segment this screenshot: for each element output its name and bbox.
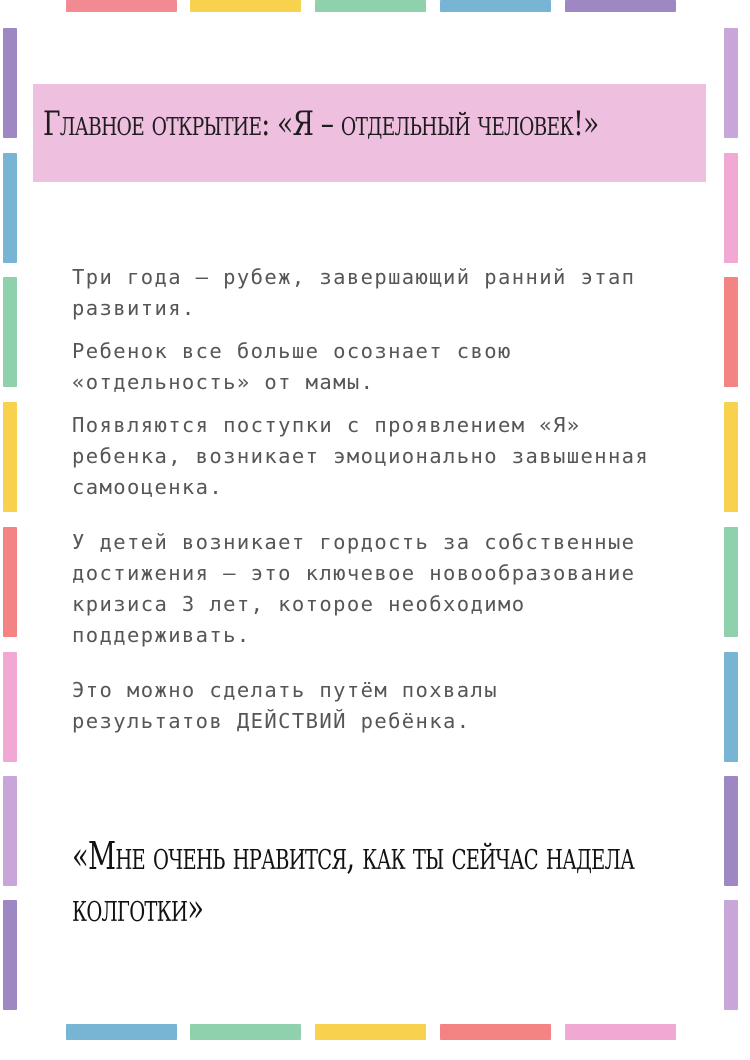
frame-bar-left [3, 277, 17, 387]
frame-bar-right [724, 652, 738, 762]
paragraph-5: Это можно сделать путём похвалы результатов ДЕЙСТВИЙ ребёнка. [72, 678, 499, 733]
frame-bar-right [724, 277, 738, 387]
paragraph-3: Появляются поступки с проявлением «Я» ребенка, возникает эмоционально завышенная самооценка. [72, 413, 650, 499]
frame-bar-bottom [66, 1024, 177, 1040]
frame-bar-top [66, 0, 177, 12]
frame-bar-top [190, 0, 301, 12]
frame-bar-right [724, 402, 738, 512]
frame-bar-right [724, 527, 738, 637]
paragraph-1: Три года – рубеж, завершающий ранний этап развития. [72, 265, 636, 320]
frame-bar-top [440, 0, 551, 12]
frame-bar-left [3, 153, 17, 263]
paragraph-2: Ребенок все больше осознает свою «отдельность» от мамы. [72, 339, 512, 394]
frame-bar-right [724, 28, 738, 138]
frame-bar-top [315, 0, 426, 12]
frame-bar-right [724, 776, 738, 886]
frame-bar-left [3, 527, 17, 637]
paragraph-4: У детей возникает гордость за собственные достижения – это ключевое новообразование кризиса 3 лет, которое необходимо поддерживать. [72, 530, 636, 647]
frame-bar-bottom [565, 1024, 676, 1040]
frame-bar-right [724, 153, 738, 263]
frame-bar-bottom [440, 1024, 551, 1040]
frame-bar-top [565, 0, 676, 12]
frame-bar-left [3, 28, 17, 138]
title-banner [33, 84, 706, 182]
frame-bar-left [3, 900, 17, 1010]
page-title: Главное открытие: «Я – отдельный человек!» [43, 104, 599, 144]
example-quote: «Мне очень нравится, как ты сейчас надела колготки» [72, 834, 635, 930]
frame-bar-bottom [315, 1024, 426, 1040]
frame-bar-bottom [190, 1024, 301, 1040]
frame-bar-right [724, 900, 738, 1010]
frame-bar-left [3, 776, 17, 886]
frame-bar-left [3, 402, 17, 512]
frame-bar-left [3, 652, 17, 762]
